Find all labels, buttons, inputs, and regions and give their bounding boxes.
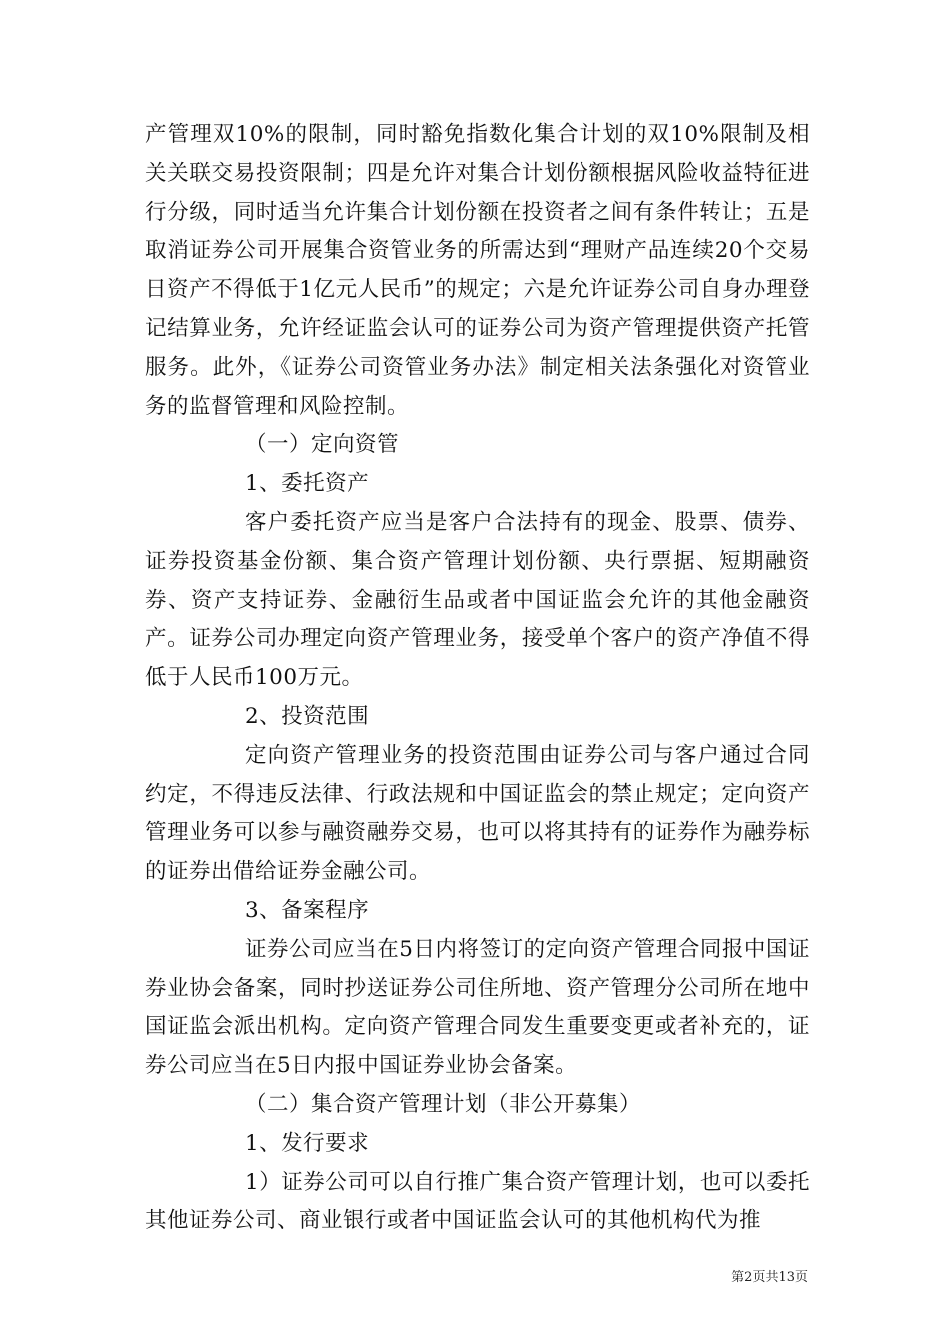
document-body: [145, 116, 810, 1241]
section-heading-collective-plan: （二）集合资产管理计划（非公开募集）: [245, 1091, 642, 1117]
subheading-investment-scope: 2、投资范围: [245, 703, 370, 729]
paragraph-issuance-requirements: 1）证券公司可以自行推广集合资产管理计划，也可以委托其他证券公司、商业银行或者中国证监会认可的其他机构代为推: [145, 1169, 810, 1234]
paragraph-investment-scope: 定向资产管理业务的投资范围由证券公司与客户通过合同约定，不得违反法律、行政法规和中国证监会的禁止规定；定向资产管理业务可以参与融资融券交易，也可以将其持有的证券作为融券标的证券出借给证券金融公司。: [145, 742, 810, 885]
paragraph-continuation: 产管理双10%的限制，同时豁免指数化集合计划的双10%限制及相关关联交易投资限制；四是允许对集合计划份额根据风险收益特征进行分级，同时适当允许集合计划份额在投资者之间有条件转让；五是取消证券公司开展集合资管业务的所需达到“理财产品连续20个交易日资产不得低于1亿元人民币”的规定；六是允许证券公司自身办理登记结算业务，允许经证监会认可的证券公司为资产管理提供资产托管服务。此外，《证券公司资管业务办法》制定相关法条强化对资管业务的监督管理和风险控制。: [145, 122, 810, 419]
page-number: 第2页共13页: [731, 1270, 808, 1285]
subheading-issuance-requirements: 1、发行要求: [245, 1130, 370, 1156]
subheading-filing-procedure: 3、备案程序: [245, 897, 370, 923]
subheading-entrusted-assets: 1、委托资产: [245, 471, 370, 497]
paragraph-filing-procedure: 证券公司应当在5日内将签订的定向资产管理合同报中国证券业协会备案，同时抄送证券公司住所地、资产管理分公司所在地中国证监会派出机构。定向资产管理合同发生重要变更或者补充的，证券公司应当在5日内报中国证券业协会备案。: [145, 936, 810, 1079]
section-heading-directed-asset-management: （一）定向资管: [245, 432, 400, 458]
paragraph-entrusted-assets: 客户委托资产应当是客户合法持有的现金、股票、债券、证券投资基金份额、集合资产管理计划份额、央行票据、短期融资券、资产支持证券、金融衍生品或者中国证监会允许的其他金融资产。证券公司办理定向资产管理业务，接受单个客户的资产净值不得低于人民币100万元。: [145, 509, 810, 691]
